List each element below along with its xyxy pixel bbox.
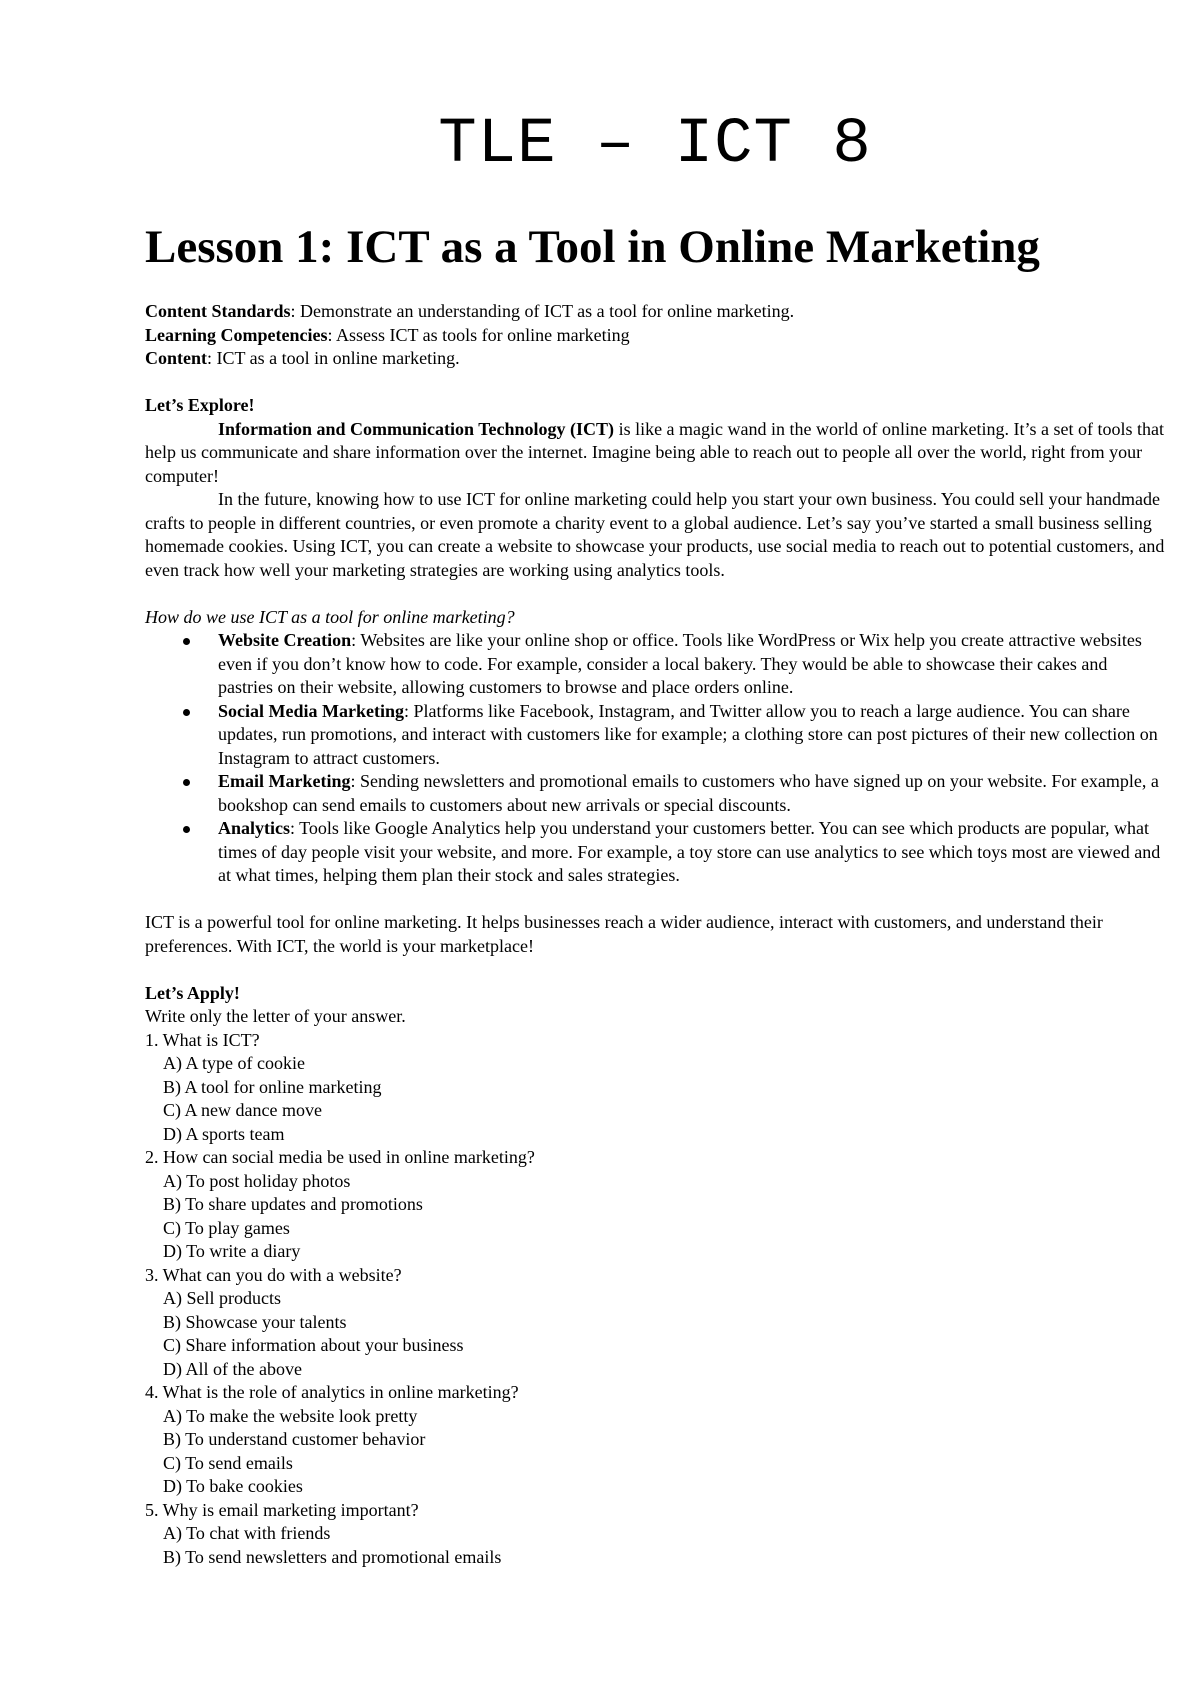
explore-question: How do we use ICT as a tool for online marketing? — [145, 606, 515, 627]
ict-term: Information and Communication Technology (ICT) — [218, 418, 615, 439]
apply-instruction: Write only the letter of your answer. — [145, 1006, 406, 1026]
bullet-text: : Sending newsletters and promotional emails to customers who have signed up on your website. For example, a bookshop can send emails to customers about new arrivals or special discounts. — [218, 771, 1159, 815]
answer-choice: C) Share information about your business — [163, 1335, 464, 1355]
meta-label: Content — [145, 348, 207, 368]
bullet-text: : Tools like Google Analytics help you understand your customers better. You can see which products are popular, what times of day people visit your website, and more. For example, a toy store can use analytics to see which toys most are viewed and at what times, helping them plan their stock and sales strategies. — [218, 818, 1161, 885]
answer-choice: A) To make the website look pretty — [163, 1405, 418, 1426]
bullet-list — [145, 629, 1165, 888]
answer-choice: A) To chat with friends — [163, 1523, 331, 1543]
list-item — [218, 629, 1165, 700]
document-page — [145, 100, 1165, 1569]
bullet-text: : Platforms like Facebook, Instagram, and Twitter allow you to reach a large audience. You can share updates, run promotions, and interact with customers like for example; a clothing store can post pictures of their new collection on Instagram to attract customers. — [218, 700, 1158, 768]
closing-paragraph: ICT is a powerful tool for online marketing. It helps businesses reach a wider audience, interact with customers, and understand their preferences. With ICT, the world is your marketplace! — [145, 912, 1103, 956]
list-item — [218, 817, 1165, 888]
meta-text: : ICT as a tool in online marketing. — [207, 348, 460, 368]
answer-choice: D) To write a diary — [163, 1241, 301, 1261]
lesson-meta — [145, 300, 1165, 371]
meta-label: Content Standards — [145, 301, 291, 321]
apply-heading: Let’s Apply! — [145, 982, 240, 1003]
question-stem: 5. Why is email marketing important? — [145, 1499, 419, 1520]
answer-choice: B) A tool for online marketing — [163, 1076, 382, 1097]
bullet-icon — [183, 638, 190, 645]
answer-choice: C) To send emails — [163, 1452, 293, 1473]
question-stem: 2. How can social media be used in online marketing? — [145, 1147, 535, 1167]
answer-choice: B) To send newsletters and promotional emails — [163, 1546, 502, 1567]
answer-choice: B) Showcase your talents — [163, 1311, 347, 1332]
quiz-question-4 — [145, 1381, 1165, 1499]
question-stem: 4. What is the role of analytics in online marketing? — [145, 1382, 519, 1402]
answer-choice: A) A type of cookie — [163, 1053, 305, 1073]
bullet-icon — [183, 709, 190, 716]
list-item — [218, 770, 1165, 817]
answer-choice: A) Sell products — [163, 1288, 281, 1308]
answer-choice: C) To play games — [163, 1217, 290, 1238]
meta-content-standards — [145, 300, 1165, 324]
answer-choice: A) To post holiday photos — [163, 1170, 351, 1191]
explore-section — [145, 394, 1165, 958]
meta-text: : Assess ICT as tools for online marketing — [327, 324, 630, 345]
explore-paragraph-2: In the future, knowing how to use ICT for online marketing could help you start your own business. You could sell your handmade crafts to people in different countries, or even promote a charity event to a global audience. Let’s say you’ve started a small business selling homemade cookies. Using ICT, you can create a website to showcase your products, use social media to reach out to potential customers, and even track how well your marketing strategies are working using analytics tools. — [145, 489, 1165, 580]
apply-section — [145, 982, 1165, 1570]
bullet-term: Website Creation — [218, 630, 352, 650]
meta-content — [145, 347, 1165, 371]
quiz-question-5 — [145, 1499, 1165, 1570]
list-item — [218, 700, 1165, 771]
bullet-term: Social Media Marketing — [218, 700, 404, 721]
explore-paragraph-1 — [145, 418, 1165, 489]
quiz-question-1 — [145, 1029, 1165, 1147]
meta-learning-competencies — [145, 324, 1165, 348]
answer-choice: D) All of the above — [163, 1358, 302, 1379]
lesson-title: Lesson 1: ICT as a Tool in Online Marketing — [145, 221, 1040, 273]
meta-text: : Demonstrate an understanding of ICT as a tool for online marketing. — [290, 301, 795, 321]
bullet-text: : Websites are like your online shop or office. Tools like WordPress or Wix help you create attractive websites even if you don’t know how to code. For example, consider a local bakery. They would be able to showcase their cakes and pastries on their website, allowing customers to browse and place orders online. — [218, 630, 1142, 697]
explore-heading: Let’s Explore! — [145, 395, 255, 415]
bullet-icon — [183, 779, 190, 786]
quiz-question-3 — [145, 1264, 1165, 1382]
document-title: TLE – ICT 8 — [438, 109, 872, 181]
answer-choice: C) A new dance move — [163, 1100, 322, 1120]
question-stem: 3. What can you do with a website? — [145, 1264, 402, 1285]
bullet-icon — [183, 826, 190, 833]
quiz-question-2 — [145, 1146, 1165, 1264]
answer-choice: B) To share updates and promotions — [163, 1194, 423, 1214]
paragraph-text: is like a magic wand in the world of online marketing. It’s a set of tools that help us communicate and share information over the internet. Imagine being able to reach out to people all over the world, right from your computer! — [145, 418, 1164, 486]
question-stem: 1. What is ICT? — [145, 1029, 260, 1050]
meta-label: Learning Competencies — [145, 324, 328, 345]
answer-choice: B) To understand customer behavior — [163, 1429, 426, 1449]
bullet-term: Analytics — [218, 818, 290, 838]
answer-choice: D) A sports team — [163, 1123, 285, 1144]
bullet-term: Email Marketing — [218, 771, 351, 791]
answer-choice: D) To bake cookies — [163, 1476, 303, 1496]
